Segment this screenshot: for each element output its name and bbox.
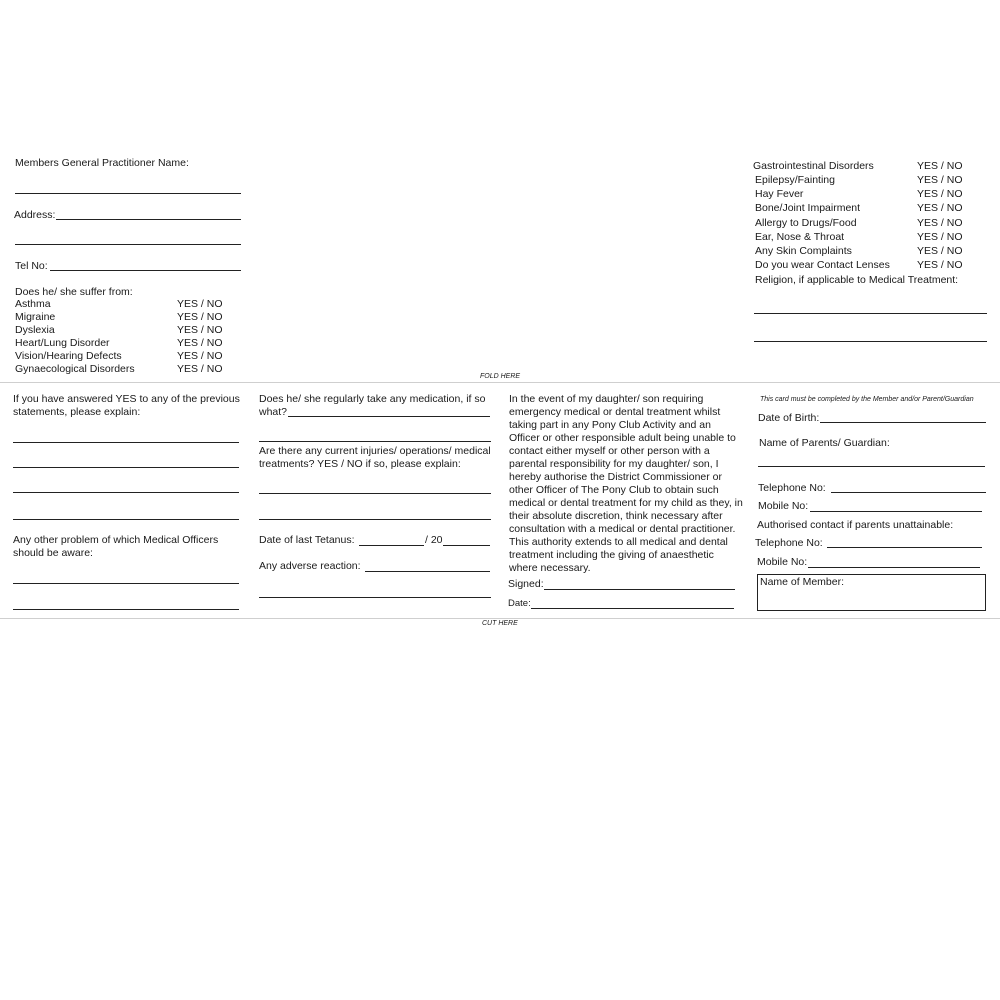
- parents-field[interactable]: [758, 466, 985, 467]
- date-label: Date:: [508, 598, 531, 609]
- completion-note: This card must be completed by the Member and/or Parent/Guardian: [760, 396, 974, 403]
- condition-name: Gastrointestinal Disorders: [753, 160, 874, 172]
- fold-label: FOLD HERE: [480, 373, 521, 380]
- address-label: Address:: [14, 209, 56, 221]
- condition-answer[interactable]: YES / NO: [917, 174, 963, 186]
- address-field-2[interactable]: [15, 244, 241, 245]
- dob-label: Date of Birth:: [758, 412, 820, 424]
- parents-label: Name of Parents/ Guardian:: [759, 437, 890, 449]
- condition-answer[interactable]: YES / NO: [917, 231, 963, 243]
- other-problem-field-2[interactable]: [13, 609, 239, 610]
- mobile2-field[interactable]: [808, 567, 980, 568]
- tetanus-century: / 20: [425, 534, 443, 546]
- telephone2-field[interactable]: [827, 547, 982, 548]
- condition-name: Dyslexia: [15, 324, 55, 336]
- medication-label: Does he/ she regularly take any medication, if so what?: [259, 393, 486, 418]
- adverse-label: Any adverse reaction:: [259, 560, 361, 572]
- adverse-field-2[interactable]: [259, 597, 491, 598]
- other-problem-field-1[interactable]: [13, 583, 239, 584]
- condition-name: Do you wear Contact Lenses: [755, 259, 890, 271]
- religion-field-2[interactable]: [754, 341, 987, 342]
- condition-name: Allergy to Drugs/Food: [755, 217, 857, 229]
- address-field-1[interactable]: [56, 219, 241, 220]
- member-name-label: Name of Member:: [760, 576, 845, 588]
- condition-answer[interactable]: YES / NO: [917, 217, 963, 229]
- condition-name: Heart/Lung Disorder: [15, 337, 110, 349]
- condition-answer[interactable]: YES / NO: [917, 188, 963, 200]
- condition-name: Any Skin Complaints: [755, 245, 852, 257]
- cut-line: [0, 618, 1000, 619]
- condition-answer[interactable]: YES / NO: [917, 202, 963, 214]
- dob-field[interactable]: [820, 422, 986, 423]
- religion-label: Religion, if applicable to Medical Treatment:: [755, 274, 959, 286]
- tetanus-day-field[interactable]: [359, 545, 424, 546]
- condition-name: Vision/Hearing Defects: [15, 350, 122, 362]
- mobile-label: Mobile No:: [758, 500, 809, 512]
- condition-name: Asthma: [15, 298, 51, 310]
- condition-name: Migraine: [15, 311, 56, 323]
- condition-answer[interactable]: YES / NO: [177, 363, 223, 375]
- condition-name: Gynaecological Disorders: [15, 363, 135, 375]
- signed-label: Signed:: [508, 578, 544, 590]
- adverse-field-1[interactable]: [365, 571, 490, 572]
- yes-explain-label: If you have answered YES to any of the previous statements, please explain:: [13, 393, 240, 418]
- medication-field-2[interactable]: [259, 441, 491, 442]
- other-problem-label: Any other problem of which Medical Officers should be aware:: [13, 534, 219, 559]
- mobile2-label: Mobile No:: [757, 556, 808, 568]
- explain-field-3[interactable]: [13, 492, 239, 493]
- injuries-field-2[interactable]: [259, 519, 491, 520]
- condition-name: Ear, Nose & Throat: [755, 231, 845, 243]
- condition-answer[interactable]: YES / NO: [917, 259, 963, 271]
- suffer-label: Does he/ she suffer from:: [15, 286, 133, 298]
- tetanus-label: Date of last Tetanus:: [259, 534, 355, 546]
- condition-answer[interactable]: YES / NO: [917, 160, 963, 172]
- gp-name-field[interactable]: [15, 193, 241, 194]
- tel-label: Tel No:: [15, 260, 48, 272]
- mobile-field[interactable]: [810, 511, 982, 512]
- condition-answer[interactable]: YES / NO: [177, 337, 223, 349]
- signature-field[interactable]: [544, 589, 735, 590]
- telephone2-label: Telephone No:: [755, 537, 823, 549]
- injuries-field-1[interactable]: [259, 493, 491, 494]
- cut-label: CUT HERE: [482, 620, 518, 627]
- condition-name: Epilepsy/Fainting: [755, 174, 835, 186]
- condition-answer[interactable]: YES / NO: [177, 298, 223, 310]
- injuries-label: Are there any current injuries/ operations/ medical treatments? YES / NO if so, please explain:: [259, 445, 491, 470]
- gp-label: Members General Practitioner Name:: [15, 157, 189, 169]
- condition-answer[interactable]: YES / NO: [917, 245, 963, 257]
- fold-line: [0, 382, 1000, 383]
- explain-field-4[interactable]: [13, 519, 239, 520]
- consent-paragraph: In the event of my daughter/ son requiring emergency medical or dental treatment whilst taking part in any Pony Club Activity and an Officer or other responsible adult being unable to contact either myself or other person with a parental responsibility for my daughter/ son, I hereby authorise the District Commissioner or other Officer of The Pony Club to obtain such medical or dental treatment for my child as they, in their absolute discretion, think necessary after consultation with a medical or dental practitioner. This authority extends to all medical and dental treatment including the giving of anaesthetic where necessary.: [509, 393, 743, 574]
- condition-name: Hay Fever: [755, 188, 804, 200]
- explain-field-1[interactable]: [13, 442, 239, 443]
- condition-answer[interactable]: YES / NO: [177, 350, 223, 362]
- tel-field[interactable]: [50, 270, 241, 271]
- explain-field-2[interactable]: [13, 467, 239, 468]
- member-name-box[interactable]: [757, 574, 986, 611]
- medication-field-1[interactable]: [288, 416, 490, 417]
- tetanus-year-field[interactable]: [443, 545, 490, 546]
- condition-name: Bone/Joint Impairment: [755, 202, 861, 214]
- condition-answer[interactable]: YES / NO: [177, 311, 223, 323]
- telephone-label: Telephone No:: [758, 482, 826, 494]
- telephone-field[interactable]: [831, 492, 986, 493]
- condition-answer[interactable]: YES / NO: [177, 324, 223, 336]
- religion-field-1[interactable]: [754, 313, 987, 314]
- authorised-contact-label: Authorised contact if parents unattainable:: [757, 519, 954, 531]
- date-field[interactable]: [531, 608, 734, 609]
